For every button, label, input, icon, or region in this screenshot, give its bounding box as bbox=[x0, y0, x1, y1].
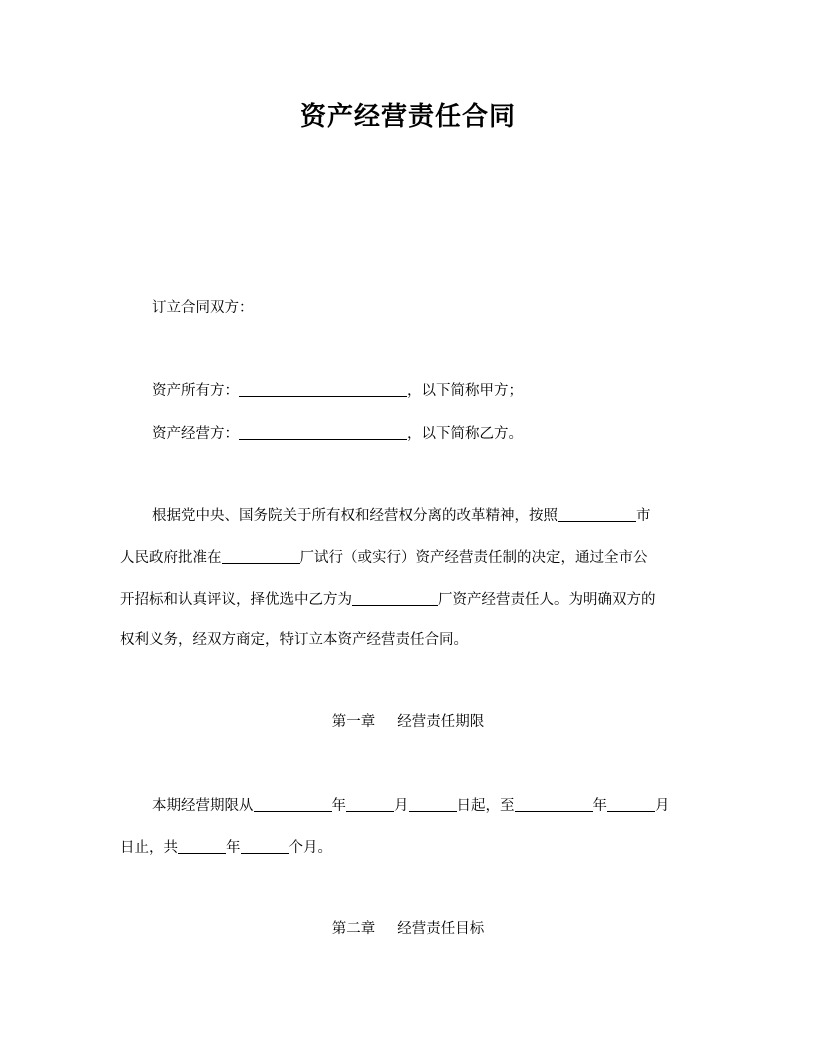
start-year-blank[interactable] bbox=[254, 795, 332, 812]
chapter-number: 第一章 bbox=[331, 714, 376, 730]
start-day-blank[interactable] bbox=[409, 795, 457, 812]
party-b-suffix: ，以下简称乙方。 bbox=[407, 426, 523, 442]
term-text: 日止，共 bbox=[120, 840, 178, 856]
preamble-text: 开招标和认真评议，择优选中乙方为 bbox=[120, 592, 352, 608]
preamble-text: 根据党中央、国务院关于所有权和经营权分离的改革精神，按照 bbox=[152, 508, 558, 524]
party-a-line bbox=[152, 380, 523, 401]
preamble-text: 市 bbox=[636, 508, 651, 524]
term-line-2 bbox=[120, 837, 332, 858]
preamble-line-4: 权利义务，经双方商定，特订立本资产经营责任合同。 bbox=[120, 632, 468, 648]
document-title: 资产经营责任合同 bbox=[299, 102, 516, 132]
start-month-blank[interactable] bbox=[346, 795, 394, 812]
factory-blank[interactable] bbox=[222, 547, 300, 564]
party-a-suffix: ，以下简称甲方； bbox=[407, 383, 523, 399]
years-count-blank[interactable] bbox=[178, 837, 226, 854]
chapter-name: 经营责任期限 bbox=[397, 714, 485, 730]
year-label: 年 bbox=[331, 798, 346, 814]
party-a-blank[interactable] bbox=[239, 380, 407, 397]
chapter-number: 第二章 bbox=[331, 921, 376, 937]
preamble-text: 厂资产经营责任人。为明确双方的 bbox=[438, 592, 656, 608]
party-a-label: 资产所有方： bbox=[152, 383, 239, 399]
parties-heading: 订立合同双方： bbox=[152, 300, 254, 316]
preamble-line-1 bbox=[152, 505, 651, 526]
city-blank[interactable] bbox=[558, 505, 636, 522]
month-label: 月 bbox=[655, 798, 670, 814]
year-label: 年 bbox=[226, 840, 241, 856]
factory-name-blank[interactable] bbox=[352, 589, 438, 606]
preamble-text: 人民政府批准在 bbox=[120, 550, 222, 566]
term-text: 日起，至 bbox=[456, 798, 515, 814]
end-year-blank[interactable] bbox=[515, 795, 593, 812]
preamble-line-3 bbox=[120, 589, 656, 610]
preamble-text: 厂试行（或实行）资产经营责任制的决定，通过全市公 bbox=[299, 550, 648, 566]
preamble-line-2 bbox=[120, 547, 648, 568]
party-b-label: 资产经营方： bbox=[152, 426, 239, 442]
term-text: 本期经营期限从 bbox=[152, 798, 254, 814]
term-text: 个月。 bbox=[288, 840, 332, 856]
party-b-blank[interactable] bbox=[239, 423, 407, 440]
chapter-name: 经营责任目标 bbox=[397, 921, 485, 937]
month-label: 月 bbox=[394, 798, 409, 814]
months-count-blank[interactable] bbox=[241, 837, 289, 854]
party-b-line bbox=[152, 423, 523, 444]
year-label: 年 bbox=[592, 798, 607, 814]
end-month-blank[interactable] bbox=[607, 795, 655, 812]
term-line-1 bbox=[152, 795, 670, 816]
chapter-2-heading bbox=[0, 919, 816, 939]
chapter-1-heading bbox=[0, 712, 816, 732]
